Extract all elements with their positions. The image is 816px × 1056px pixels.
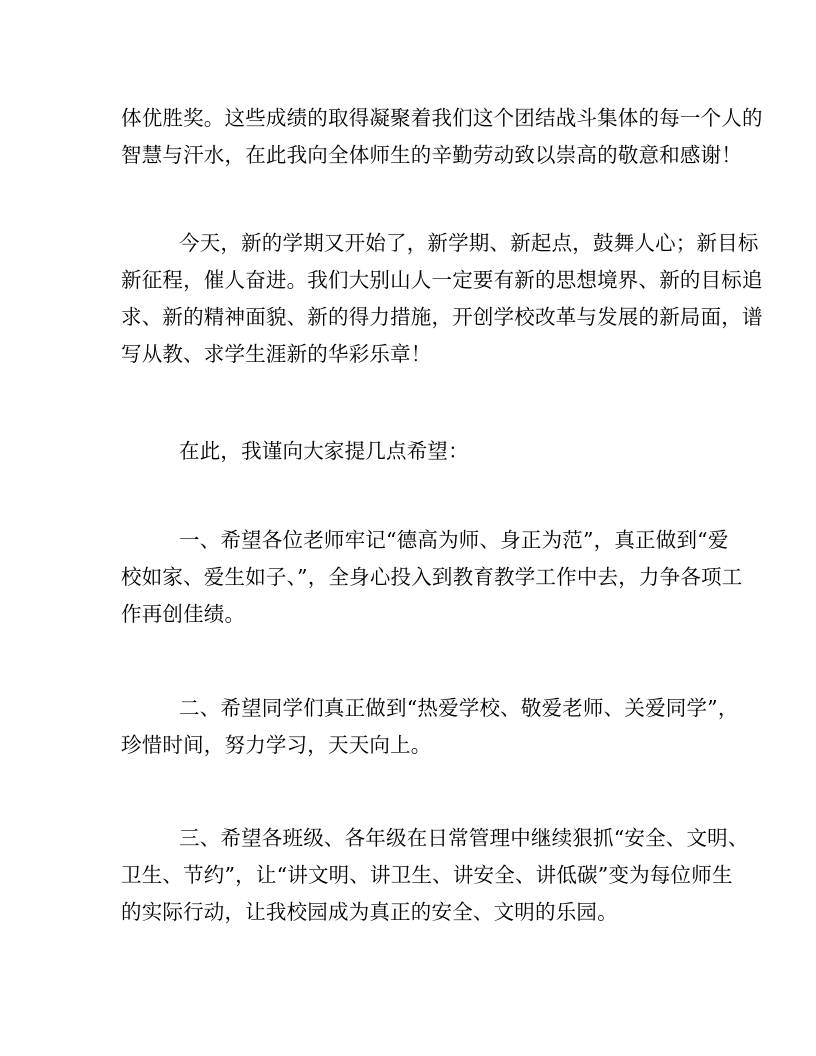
paragraph-hope-students [121,690,739,764]
paragraph-hopes-intro [121,433,697,470]
paragraph-line: 三、希望各班级、各年级在日常管理中继续狠抓“安全、文明、 [179,826,749,850]
paragraph-new-semester [121,225,763,373]
paragraph-line: 一、希望各位老师牢记“德高为师、身正为范”，真正做到“爱 [179,528,729,552]
paragraph-line: 写从教、求学生涯新的华彩乐章！ [121,342,432,366]
paragraph-line: 新征程，催人奋进。我们大别山人一定要有新的思想境界、新的目标追 [121,268,763,292]
paragraph-line: 作再创佳绩。 [121,602,246,626]
paragraph-line: 珍惜时间，努力学习，天天向上。 [121,733,432,757]
paragraph-line: 求、新的精神面貌、新的得力措施，开创学校改革与发展的新局面，谱 [121,305,763,329]
paragraph-line: 的实际行动，让我校园成为真正的安全、文明的乐园。 [121,900,618,924]
paragraph-line: 智慧与汗水，在此我向全体师生的辛勤劳动致以崇高的敬意和感谢！ [121,143,742,167]
paragraph-line: 在此，我谨向大家提几点希望： [179,439,469,463]
paragraph-line: 二、希望同学们真正做到“热爱学校、敬爱老师、关爱同学”， [179,696,739,720]
paragraph-hope-classes [121,820,749,931]
paragraph-line: 今天，新的学期又开始了，新学期、新起点，鼓舞人心；新目标 [179,231,759,255]
paragraph-hope-teachers [121,522,743,633]
paragraph-line: 校如家、爱生如子、”，全身心投入到教育教学工作中去，力争各项工 [121,565,743,589]
paragraph-line: 体优胜奖。这些成绩的取得凝聚着我们这个团结战斗集体的每一个人的 [121,106,763,130]
paragraph-line: 卫生、节约”，让“讲文明、讲卫生、讲安全、讲低碳”变为每位师生 [121,863,733,887]
paragraph-achievements-thanks [121,100,763,174]
